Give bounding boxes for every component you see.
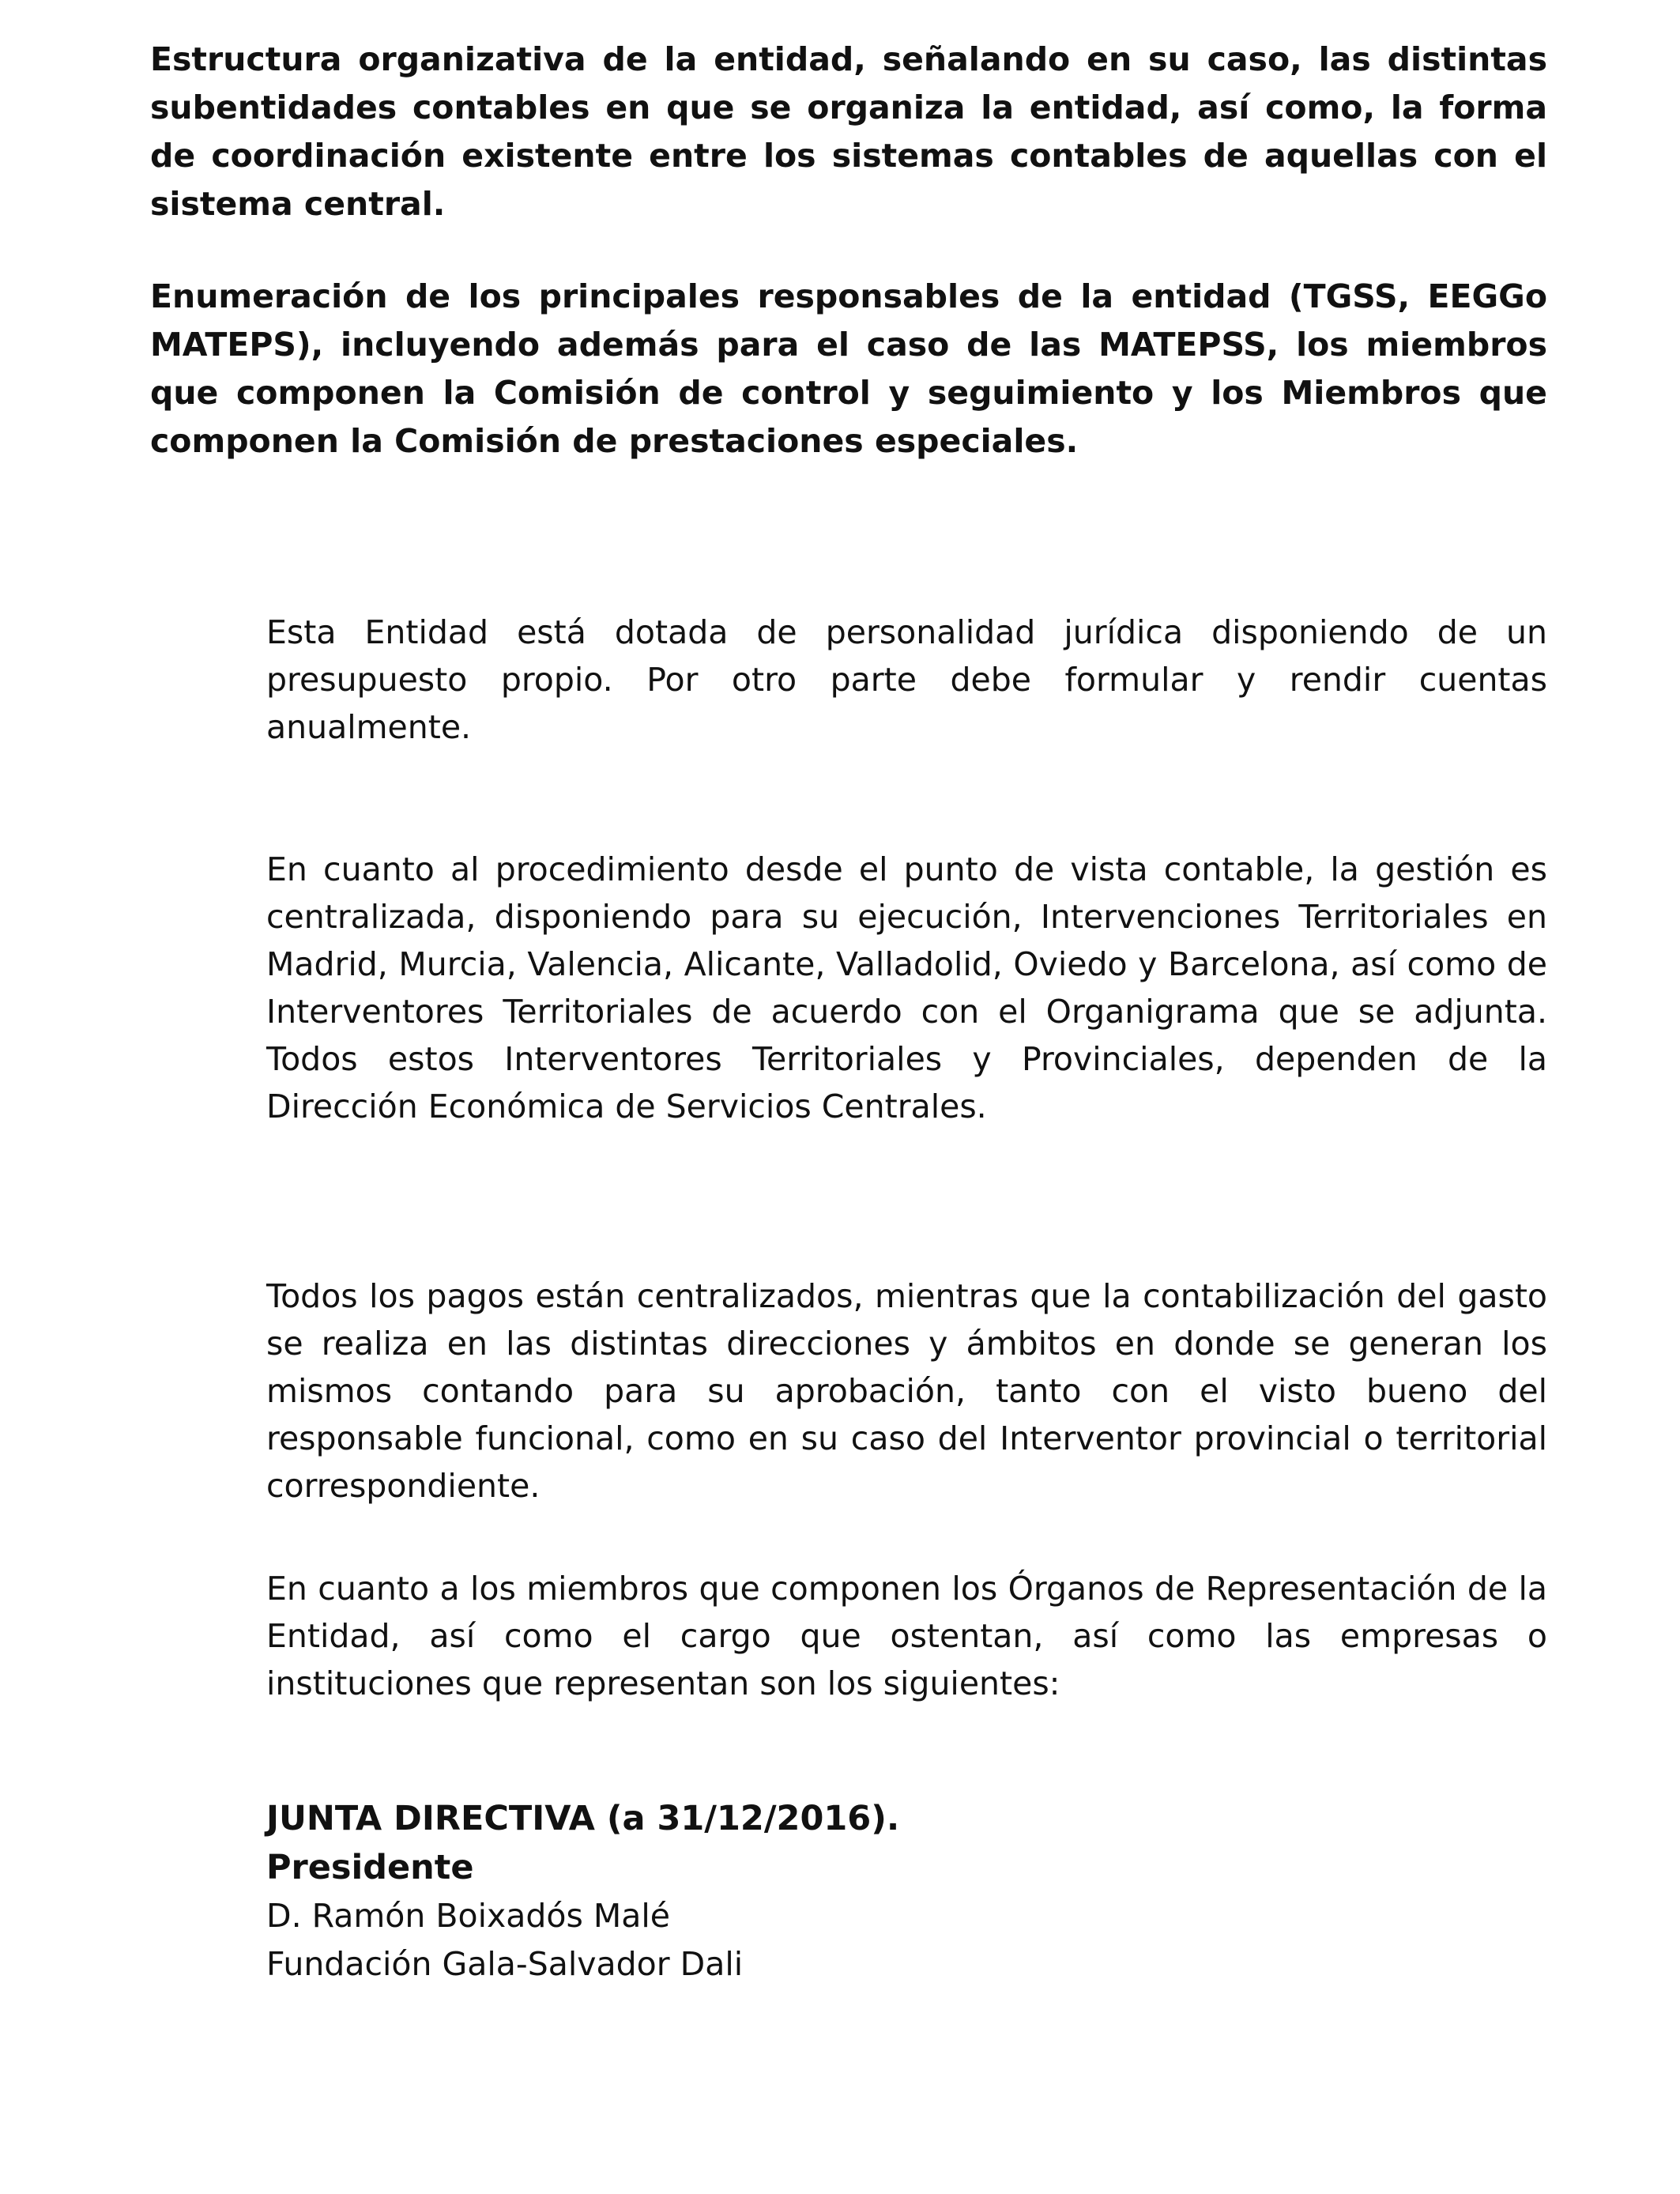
paragraph-personalidad-juridica: Esta Entidad está dotada de personalidad jurídica disponiendo de un presupuesto propio. Por otro parte debe formular y rendir cuentas anualmente. bbox=[266, 613, 1547, 746]
paragraph-pagos-centralizados: Todos los pagos están centralizados, mientras que la contabilización del gasto se realiza en las distintas direcciones y ámbitos en donde se generan los mismos contando para su aprobación, tanto con el visto bueno del responsable funcional, como en su caso del Interventor provincial o territorial correspondiente. bbox=[266, 1277, 1547, 1505]
junta-directiva-section bbox=[266, 1794, 1547, 1989]
member-institution: Fundación Gala-Salvador Dali bbox=[266, 1945, 744, 1983]
member-name: D. Ramón Boixadós Malé bbox=[266, 1897, 670, 1935]
junta-directiva-title: JUNTA DIRECTIVA (a 31/12/2016). bbox=[266, 1799, 900, 1838]
section-heading-structure: Estructura organizativa de la entidad, señalando en su caso, las distintas subentidades contables en que se organiza la entidad, así como, la forma de coordinación existente entre los sistemas contables de aquellas con el sistema central. bbox=[150, 40, 1547, 223]
junta-role-presidente: Presidente bbox=[266, 1848, 474, 1887]
paragraph-organos-representacion: En cuanto a los miembros que componen los Órganos de Representación de la Entidad, así como el cargo que ostentan, así como las empresas o instituciones que representan son los siguientes: bbox=[266, 1570, 1547, 1702]
section-heading-responsables: Enumeración de los principales responsables de la entidad (TGSS, EEGGo MATEPS), incluyendo además para el caso de las MATEPSS, los miembros que componen la Comisión de control y seguimiento y los Miembros que componen la Comisión de prestaciones especiales. bbox=[150, 277, 1547, 460]
paragraph-procedimiento-contable: En cuanto al procedimiento desde el punto de vista contable, la gestión es centralizada, disponiendo para su ejecución, Intervenciones Territoriales en Madrid, Murcia, Valencia, Alicante, Valladolid, Oviedo y Barcelona, así como de Interventores Territoriales de acuerdo con el Organigrama que se adjunta. Todos estos Interventores Territoriales y Provinciales, dependen de la Dirección Económica de Servicios Centrales. bbox=[266, 850, 1547, 1125]
